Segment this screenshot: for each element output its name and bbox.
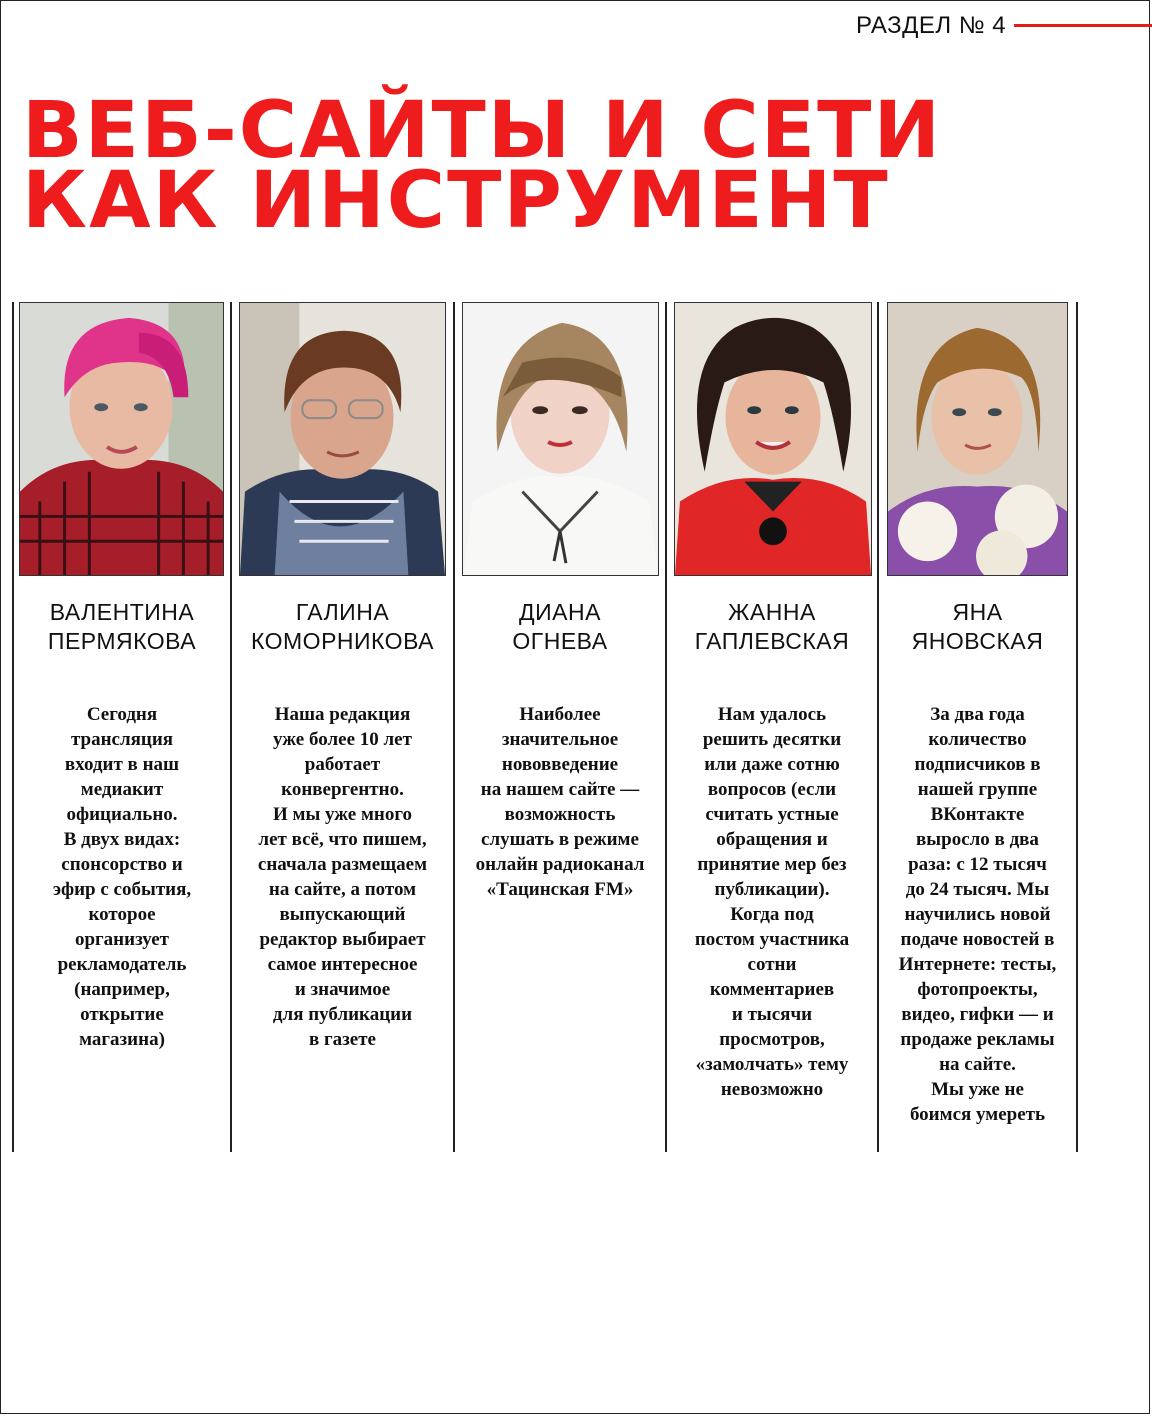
portrait-photo-gaplevskaya [674, 302, 872, 576]
quote-line: Нам удалось [717, 704, 827, 725]
quote-line: онлайн радиоканал [475, 854, 645, 875]
portrait-photo-yanovskaya [887, 302, 1068, 576]
portrait-photo-komornikova [239, 302, 446, 576]
quote-line: на нашем сайте — [480, 779, 640, 800]
quote-line: Сегодня [86, 704, 158, 725]
headline-line-1: ВЕБ-САЙТЫ И СЕТИ [22, 86, 943, 176]
quote-line: ВКонтакте [930, 804, 1025, 825]
person-column-yanovskaya [879, 302, 1076, 1152]
quote-line: выпускающий [279, 904, 406, 925]
person-first-name: ЖАННА [728, 599, 816, 625]
quote-line: конвергентно. [281, 779, 404, 800]
person-name [879, 598, 1076, 656]
person-quote [232, 702, 453, 1052]
quote-line: входит в наш [64, 754, 180, 775]
quote-line: уже более 10 лет [273, 729, 412, 750]
person-column-permyakova [14, 302, 230, 1152]
quote-line: выросло в два [916, 829, 1039, 850]
quote-line: подаче новостей в [900, 929, 1055, 950]
quote-line: на сайте, а потом [268, 879, 417, 900]
quote-line: эфир с события, [52, 879, 192, 900]
person-quote [667, 702, 877, 1102]
quote-line: которое [88, 904, 156, 925]
quote-line: официально. [66, 804, 178, 825]
person-last-name: ГАПЛЕВСКАЯ [694, 628, 850, 654]
quote-line: просмотров, [719, 1029, 825, 1050]
quote-line: «Тацинская FM» [486, 879, 634, 900]
portrait-image [240, 303, 445, 575]
quote-line: (например, [74, 979, 170, 1000]
quote-line: постом участника [694, 929, 850, 950]
quote-line: до 24 тысяч. Мы [905, 879, 1050, 900]
portrait-photo-permyakova [19, 302, 224, 576]
quote-line: организует [74, 929, 169, 950]
quote-line: фотопроекты, [917, 979, 1038, 1000]
person-column-gaplevskaya [667, 302, 877, 1152]
person-name [232, 598, 453, 656]
portrait-image [888, 303, 1067, 575]
quote-line: нашей группе [917, 779, 1038, 800]
quote-line: И мы уже много [272, 804, 413, 825]
quote-line: слушать в режиме [481, 829, 639, 850]
quote-line: редактор выбирает [259, 929, 426, 950]
quote-line: рекламодатель [57, 954, 187, 975]
quote-line: количество [928, 729, 1027, 750]
person-first-name: ГАЛИНА [295, 599, 390, 625]
person-quote [879, 702, 1076, 1127]
person-last-name: ЯНОВСКАЯ [911, 628, 1044, 654]
quote-line: сотни [747, 954, 797, 975]
quote-line: научились новой [904, 904, 1051, 925]
person-name [14, 598, 230, 656]
quote-line: продаже рекламы [900, 1029, 1055, 1050]
quote-line: невозможно [720, 1079, 824, 1100]
quote-line: нововведение [501, 754, 619, 775]
quote-line: раза: с 12 тысяч [908, 854, 1047, 875]
quote-line: Наиболее [519, 704, 601, 725]
quote-line: для публикации [272, 1004, 413, 1025]
portrait-image [20, 303, 223, 575]
person-name [455, 598, 665, 656]
column-divider [1076, 302, 1078, 1152]
quote-line: и тысячи [731, 1004, 813, 1025]
quote-line: «замолчать» тему [695, 1054, 849, 1075]
quote-line: публикации). [714, 879, 830, 900]
quote-line: Интернете: тесты, [898, 954, 1057, 975]
quote-line: комментариев [709, 979, 835, 1000]
quote-line: решить десятки [702, 729, 842, 750]
person-column-komornikova [232, 302, 453, 1152]
quote-line: работает [304, 754, 381, 775]
quote-line: лет всё, что пишем, [258, 829, 427, 850]
person-first-name: ВАЛЕНТИНА [49, 599, 195, 625]
quote-line: видео, гифки — и [901, 1004, 1054, 1025]
quote-line: Когда под [730, 904, 814, 925]
quote-line: возможность [504, 804, 616, 825]
person-last-name: КОМОРНИКОВА [250, 628, 434, 654]
section-label: РАЗДЕЛ № 4 [856, 12, 1007, 39]
quote-line: на сайте. [939, 1054, 1016, 1075]
quote-line: вопросов (если [707, 779, 837, 800]
headline-line-2: КАК ИНСТРУМЕНТ [22, 156, 890, 246]
quote-line: открытие [80, 1004, 164, 1025]
quote-line: магазина) [79, 1029, 165, 1050]
person-last-name: ОГНЕВА [512, 628, 608, 654]
portrait-photo-ogneva [462, 302, 659, 576]
quote-line: За два года [930, 704, 1025, 725]
person-quote [455, 702, 665, 902]
person-column-ogneva [455, 302, 665, 1152]
quote-line: в газете [309, 1029, 376, 1050]
quote-line: принятие мер без [697, 854, 847, 875]
portrait-image [675, 303, 871, 575]
quote-line: обращения и [716, 829, 828, 850]
portrait-image [463, 303, 658, 575]
quote-line: считать устные [705, 804, 839, 825]
quote-line: Наша редакция [274, 704, 411, 725]
quote-line: и значимое [294, 979, 391, 1000]
page-headline [22, 86, 943, 246]
person-first-name: ДИАНА [519, 599, 601, 625]
quote-line: сначала размещаем [257, 854, 428, 875]
quote-line: подписчиков в [914, 754, 1041, 775]
quote-line: самое интересное [267, 954, 418, 975]
quote-line: Мы уже не [931, 1079, 1024, 1100]
person-quote [14, 702, 230, 1052]
quote-line: или даже сотню [704, 754, 840, 775]
quote-line: В двух видах: [63, 829, 181, 850]
quote-line: значительное [501, 729, 619, 750]
quote-line: трансляция [70, 729, 174, 750]
person-first-name: ЯНА [952, 599, 1003, 625]
quote-line: спонсорство и [61, 854, 183, 875]
quote-line: боимся умереть [909, 1104, 1046, 1125]
quote-line: медиакит [80, 779, 164, 800]
person-name [667, 598, 877, 656]
person-last-name: ПЕРМЯКОВА [47, 628, 197, 654]
section-rule [1014, 24, 1152, 27]
